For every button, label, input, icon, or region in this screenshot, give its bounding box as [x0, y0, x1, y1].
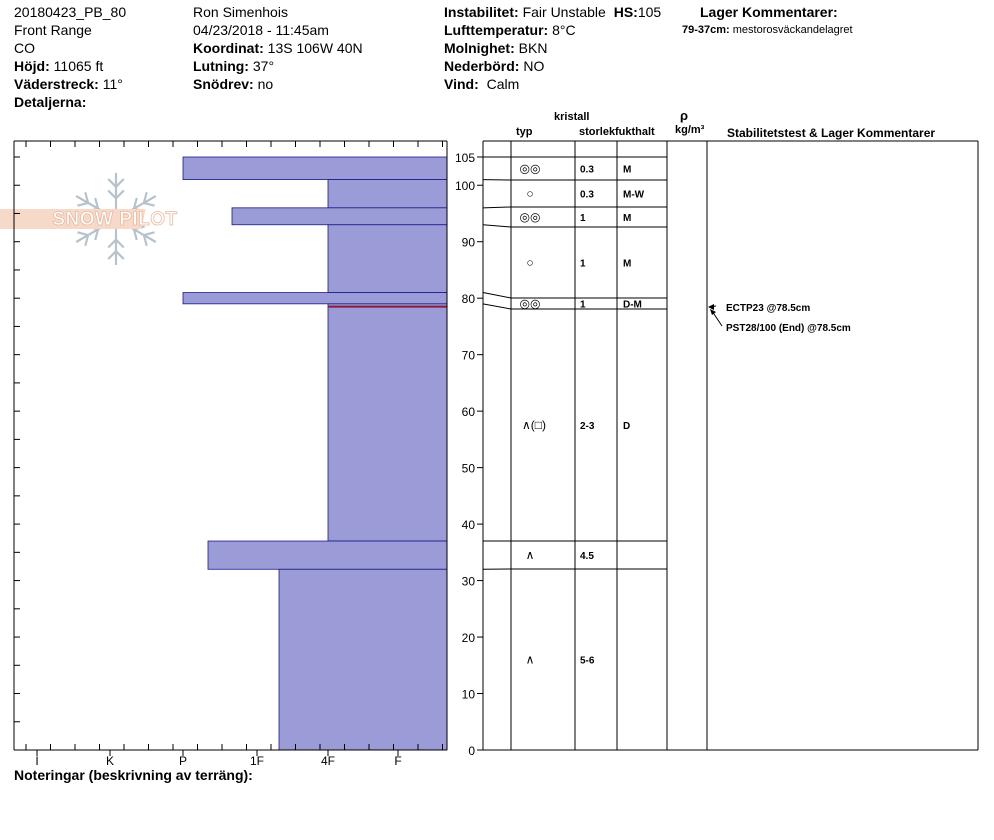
hardness-bar: [279, 569, 447, 750]
wind-snow-value: no: [257, 76, 274, 92]
layer-crystal-symbol: ∧: [525, 652, 535, 667]
x-category-label: I: [35, 754, 39, 768]
depth-tick-label: 40: [461, 518, 475, 533]
depth-tick-label: 105: [454, 151, 475, 165]
hardness-bar: [328, 225, 447, 293]
depth-tick-label: 60: [461, 405, 475, 420]
hs-value: 105: [637, 4, 662, 20]
depth-tick-label: 50: [461, 461, 475, 476]
depth-tick-label: 80: [461, 292, 475, 307]
layer-comment-range: 79-37cm:: [682, 24, 730, 36]
layer-size: 0.3: [580, 164, 594, 176]
observer: Ron Simenhois: [193, 4, 288, 20]
header-crystal: kristall: [554, 111, 590, 123]
slope-value: 37°: [252, 58, 275, 74]
layer-size: 1: [580, 213, 586, 224]
layer-crystal-symbol: ◎◎: [519, 161, 541, 176]
layer-moisture: D-M: [623, 299, 642, 311]
depth-tick-label: 100: [454, 179, 475, 194]
hardness-bar: [328, 304, 447, 541]
instability-value: Fair Unstable: [522, 4, 606, 20]
details-label: Detaljerna:: [14, 94, 87, 110]
layer-connector: [483, 225, 511, 227]
hardness-bar: [183, 293, 447, 304]
air-temp-value: 8°C: [552, 22, 576, 38]
layer-size: 2-3: [580, 421, 595, 432]
layer-crystal-symbol: ◎◎: [519, 296, 541, 311]
wind-label: Vind:: [444, 76, 479, 92]
hardness-bar: [328, 180, 447, 208]
depth-tick-label: 10: [461, 687, 475, 702]
header-rho: ρ: [680, 108, 689, 123]
depth-tick-label: 30: [461, 574, 475, 589]
hardness-bar: [208, 541, 447, 569]
instability-label: Instabilitet:: [444, 4, 519, 20]
precip-value: NO: [523, 58, 545, 74]
stability-arrow-head-1: [708, 304, 714, 310]
layer-size: 5-6: [580, 655, 595, 667]
state: CO: [14, 40, 35, 56]
coordinate-value: 13S 106W 40N: [267, 40, 363, 56]
stability-test-label: PST28/100 (End) @78.5cm: [726, 323, 851, 334]
x-category-label: K: [105, 754, 115, 768]
datetime: 04/23/2018 - 11:45am: [193, 22, 329, 38]
notes-label: Noteringar (beskrivning av terräng):: [14, 767, 253, 783]
wind-value: Calm: [486, 76, 520, 92]
header-moisture: fukthalt: [615, 126, 655, 138]
layer-moisture: D: [623, 421, 631, 432]
wind-snow-label: Snödrev:: [193, 76, 254, 92]
header-stability: Stabilitetstest & Lager Kommentarer: [727, 126, 936, 140]
hardness-bar: [232, 208, 447, 225]
layer-moisture: M: [623, 258, 632, 270]
sky-label: Molnighet:: [444, 40, 515, 56]
stability-arrow-head-2: [710, 309, 716, 315]
layer-moisture: M-W: [623, 189, 645, 201]
layer-connector: [483, 207, 511, 208]
stability-test-label: ECTP23 @78.5cm: [726, 303, 811, 314]
layer-connector: [483, 293, 511, 298]
layer-crystal-symbol: ∧: [525, 548, 535, 562]
layer-size: 4.5: [580, 551, 594, 562]
elevation-value: 11065 ft: [53, 58, 104, 74]
aspect-value: 11°: [102, 76, 123, 92]
elevation-label: Höjd:: [14, 58, 50, 74]
pit-id: 20180423_PB_80: [14, 4, 127, 20]
header-density-unit: kg/m³: [675, 124, 705, 136]
x-category-label: 4F: [320, 754, 336, 768]
layer-moisture: M: [623, 213, 632, 224]
x-category-label: F: [394, 754, 402, 768]
header-size: storlek: [579, 126, 616, 138]
header-type: typ: [516, 126, 533, 138]
hardness-bar: [183, 157, 447, 180]
layer-crystal-symbol: ○: [526, 186, 534, 201]
layer-crystal-symbol: ◎◎: [519, 210, 541, 224]
depth-tick-label: 0: [468, 744, 475, 758]
hs-label: HS:: [613, 4, 638, 20]
precip-label: Nederbörd:: [444, 58, 520, 74]
layer-comment-text: mestorosväckandelagret: [732, 24, 853, 36]
range-name: Front Range: [14, 22, 92, 38]
coordinate-label: Koordinat:: [193, 40, 264, 56]
layer-connector: [483, 304, 511, 309]
layer-moisture: M: [623, 164, 632, 176]
logo-text: SNOW PILOT: [52, 209, 178, 230]
x-category-label: P: [178, 754, 188, 768]
depth-tick-label: 70: [461, 348, 475, 363]
layer-size: 1: [580, 299, 586, 311]
depth-tick-label: 90: [461, 235, 475, 250]
sky-value: BKN: [518, 40, 548, 56]
layer-crystal-symbol: ∧(□): [522, 418, 547, 432]
layer-size: 0.3: [580, 189, 594, 201]
x-category-label: 1F: [249, 754, 265, 768]
layer-crystal-symbol: ○: [526, 255, 534, 270]
slope-label: Lutning:: [193, 58, 249, 74]
aspect-label: Väderstreck:: [14, 76, 99, 92]
depth-tick-label: 20: [461, 631, 475, 646]
air-temp-label: Lufttemperatur:: [444, 22, 549, 38]
layer-size: 1: [580, 258, 586, 270]
layer-comments-title: Lager Kommentarer:: [700, 4, 838, 20]
